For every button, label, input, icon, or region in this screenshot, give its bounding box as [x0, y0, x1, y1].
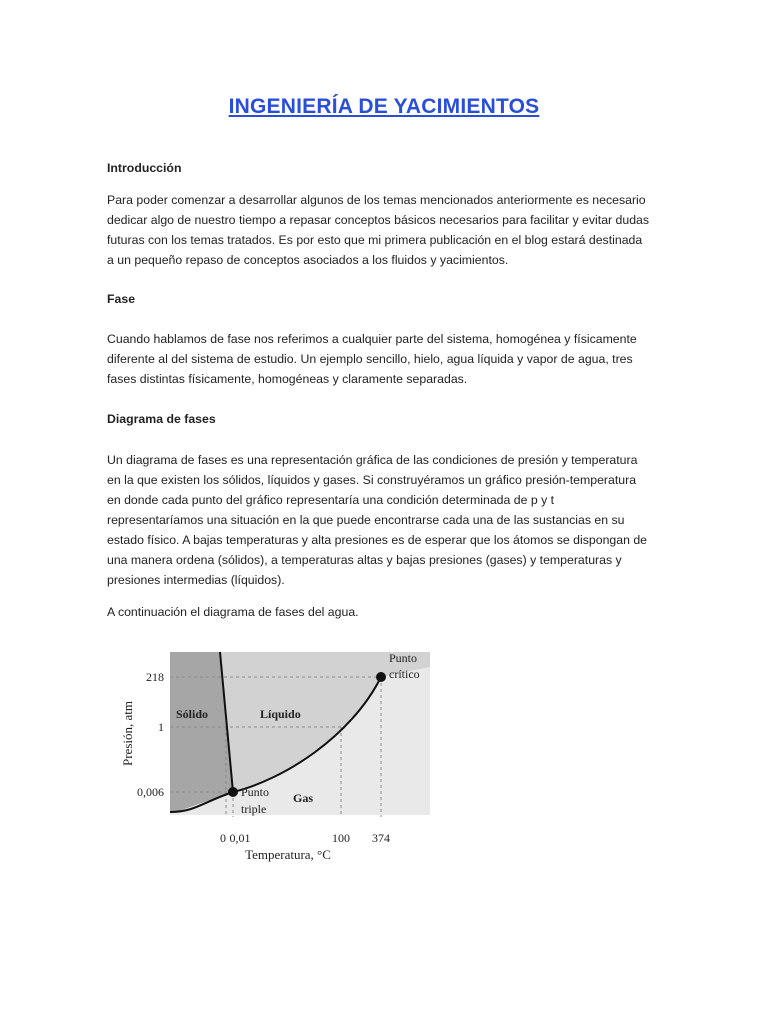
critical-point-marker — [376, 672, 386, 682]
paragraph-line: Un diagrama de fases es una representación gráfica de las condiciones de presión y temperatura — [107, 453, 638, 467]
region-label-solido: Sólido — [176, 707, 209, 721]
x-tick-label: 0 — [220, 831, 226, 845]
heading-introduccion: Introducción — [107, 161, 182, 175]
x-tick-label: 374 — [372, 831, 390, 845]
document-title: INGENIERÍA DE YACIMIENTOS — [228, 95, 540, 118]
paragraph-line: Cuando hablamos de fase nos referimos a cualquier parte del sistema, homogénea y físicamente — [107, 332, 637, 346]
heading-diagrama-de-fases: Diagrama de fases — [107, 412, 216, 426]
critical-point-label: crítico — [389, 667, 420, 681]
region-label-liquido: Líquido — [260, 707, 301, 721]
phase-diagram-svg — [118, 640, 438, 872]
y-tick-label: 218 — [146, 670, 164, 684]
critical-point-label: Punto — [389, 651, 418, 665]
heading-fase: Fase — [107, 292, 136, 306]
paragraph-line: fases distintas físicamente, homogéneas y claramente separadas. — [107, 372, 468, 386]
paragraph-line: Para poder comenzar a desarrollar algunos de los temas mencionados anteriormente es necesario — [107, 193, 646, 207]
x-tick-label: 100 — [332, 831, 350, 845]
triple-point-label: Punto — [241, 785, 270, 799]
paragraph-line: representaríamos una situación en la que puede encontrarse cada una de las sustancias en su — [107, 513, 625, 527]
region-label-gas: Gas — [293, 791, 314, 805]
paragraph-fase — [107, 329, 637, 389]
paragraph-line: a un pequeño repaso de conceptos asociados a los fluidos y yacimientos. — [107, 253, 509, 267]
paragraph-line: una manera ordena (sólidos), a temperaturas altas y bajas presiones (gases) y temperaturas y — [107, 553, 622, 567]
chart-caption: A continuación el diagrama de fases del agua. — [107, 605, 359, 619]
y-tick-label: 1 — [158, 720, 164, 734]
paragraph-line: futuras con los temas tratados. Es por esto que mi primera publicación en el blog estará destinada — [107, 233, 643, 247]
x-axis-label: Temperatura, °C — [245, 847, 331, 862]
phase-diagram — [118, 640, 438, 872]
y-axis-label: Presión, atm — [120, 701, 135, 766]
paragraph-line: presiones intermedias (líquidos). — [107, 573, 285, 587]
x-tick-label: 0,01 — [229, 831, 251, 845]
paragraph-line: dedicar algo de nuestro tiempo a repasar conceptos básicos necesarios para facilitar y evitar dudas — [107, 213, 650, 227]
triple-point-marker — [228, 787, 238, 797]
paragraph-line: en donde cada punto del gráfico representaría una condición determinada de p y t — [107, 493, 555, 507]
y-tick-label: 0,006 — [137, 785, 164, 799]
paragraph-diagrama — [107, 450, 648, 590]
paragraph-line: estado físico. A bajas temperaturas y alta presiones es de esperar que los átomos se dispongan de — [107, 533, 648, 547]
triple-point-label: triple — [241, 802, 267, 816]
paragraph-introduccion — [107, 190, 650, 270]
paragraph-line: diferente al del sistema de estudio. Un ejemplo sencillo, hielo, agua líquida y vapor de agua, tres — [107, 352, 633, 366]
paragraph-line: en la que existen los sólidos, líquidos y gases. Si construyéramos un gráfico presión-temperatura — [107, 473, 637, 487]
